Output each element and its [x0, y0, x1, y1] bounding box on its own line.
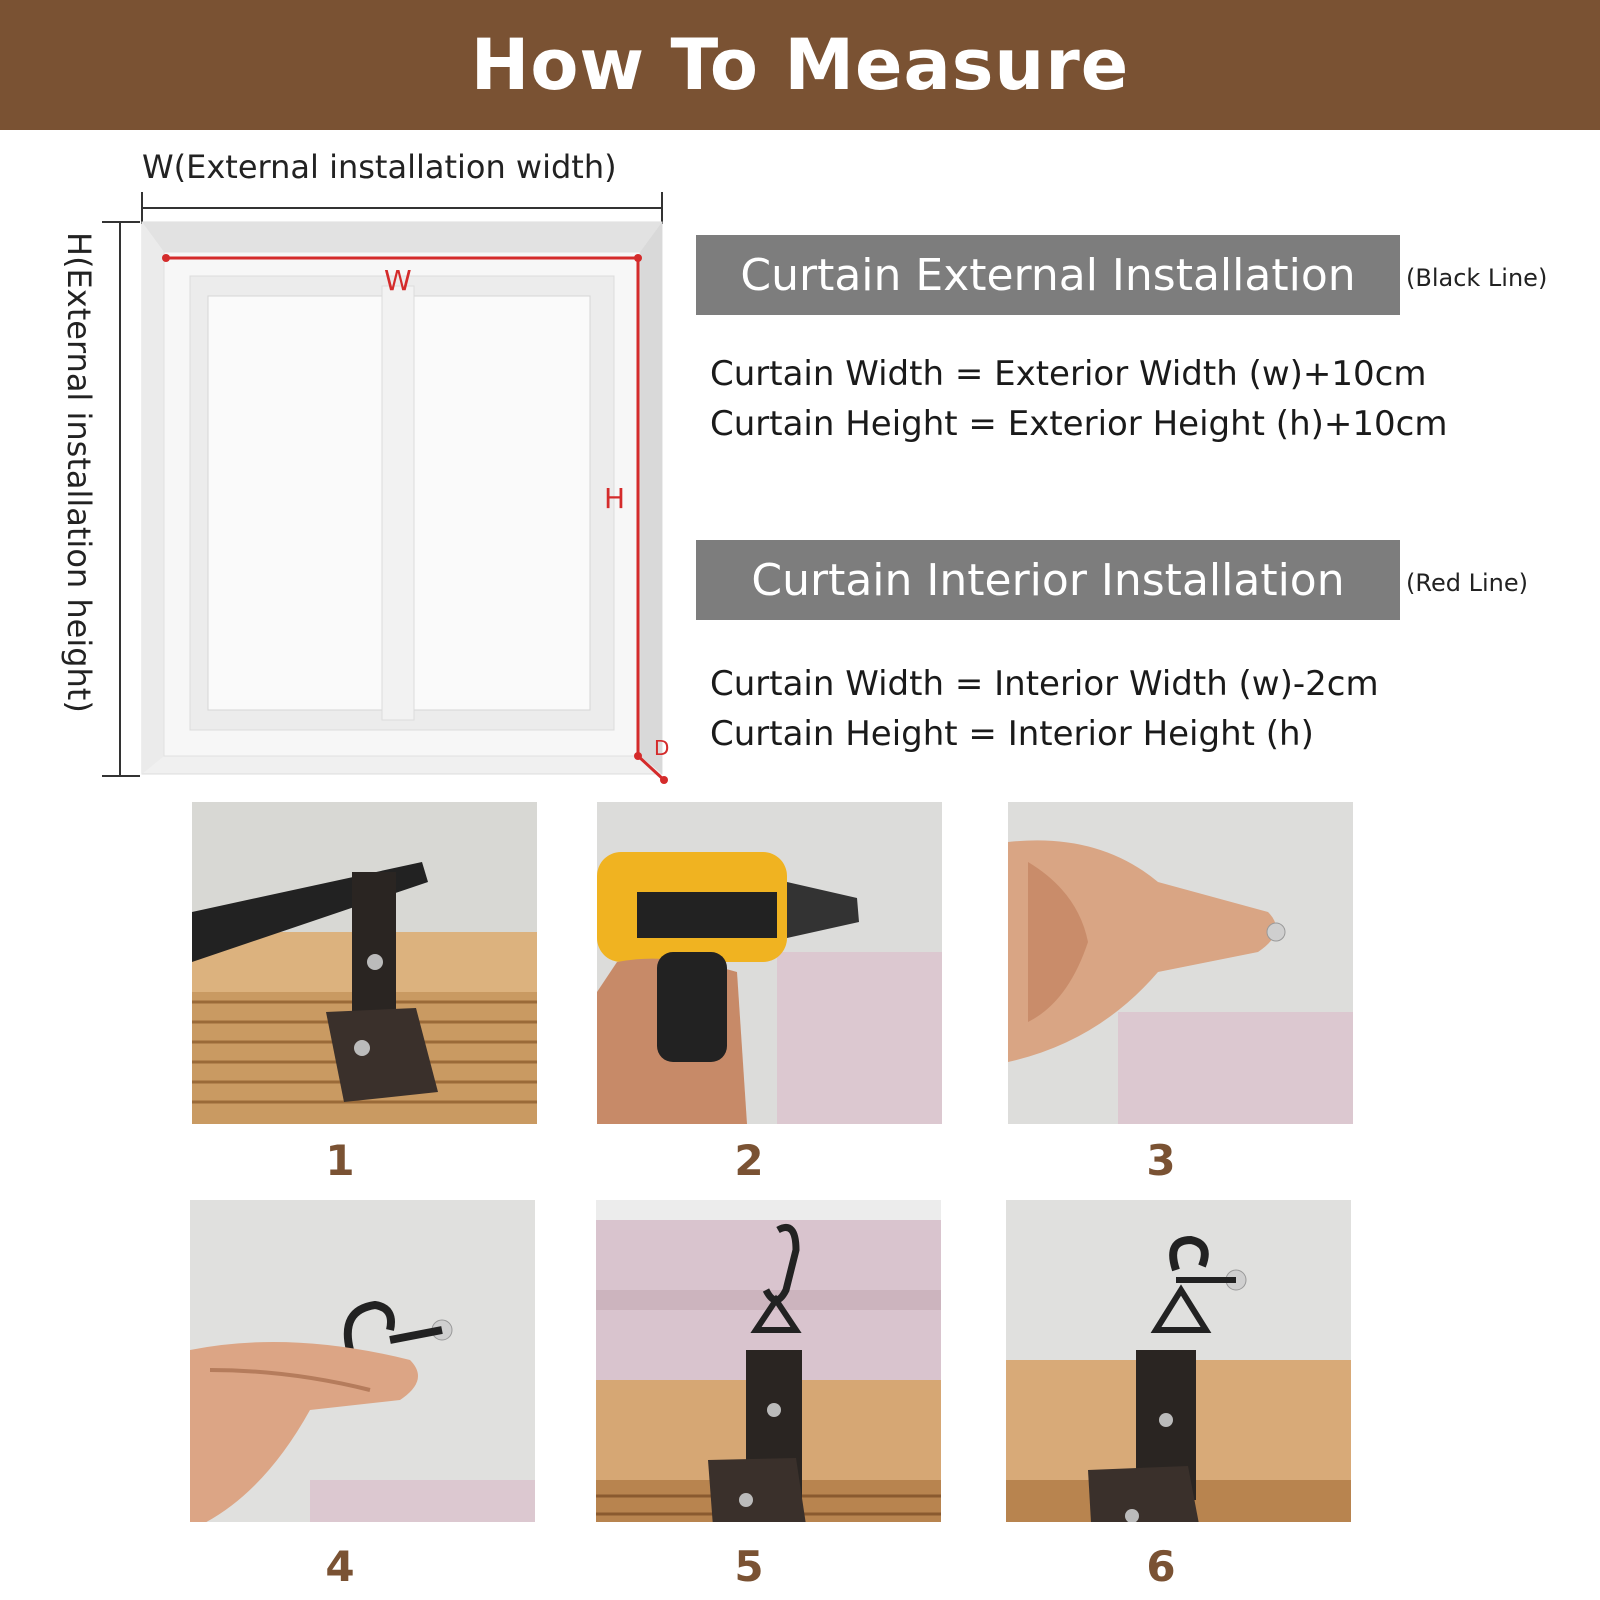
step-1-number: 1	[325, 1136, 355, 1185]
inner-width-label: W	[384, 264, 412, 297]
interior-height-formula: Curtain Height = Interior Height (h)	[710, 714, 1314, 754]
width-dimension-label: W(External installation width)	[142, 148, 617, 186]
inner-height-label: H	[604, 482, 626, 515]
step-5-number: 5	[734, 1542, 764, 1591]
page-title: How To Measure	[470, 24, 1130, 106]
external-line-note: (Black Line)	[1406, 264, 1548, 292]
interior-width-formula: Curtain Width = Interior Width (w)-2cm	[710, 664, 1379, 704]
external-width-formula: Curtain Width = Exterior Width (w)+10cm	[710, 354, 1427, 394]
step-5-photo	[596, 1200, 941, 1522]
interior-installation-banner	[696, 540, 1400, 620]
height-dimension-label: H(External installation height)	[60, 232, 98, 713]
step-2-photo	[597, 802, 942, 1124]
external-installation-banner	[696, 235, 1400, 315]
step-1-photo	[192, 802, 537, 1124]
step-6-number: 6	[1146, 1542, 1176, 1591]
step-3-photo	[1008, 802, 1353, 1124]
step-4-number: 4	[325, 1542, 355, 1591]
external-installation-title: Curtain External Installation	[740, 249, 1356, 301]
step-6-photo	[1006, 1200, 1351, 1522]
external-height-formula: Curtain Height = Exterior Height (h)+10cm	[710, 404, 1448, 444]
window-diagram	[0, 130, 700, 790]
depth-label: D	[654, 736, 670, 760]
height-dimension	[58, 232, 98, 752]
interior-installation-title: Curtain Interior Installation	[751, 554, 1345, 606]
step-4-photo	[190, 1200, 535, 1522]
header-banner	[0, 0, 1600, 130]
step-2-number: 2	[734, 1136, 764, 1185]
step-3-number: 3	[1146, 1136, 1176, 1185]
interior-line-note: (Red Line)	[1406, 569, 1528, 597]
